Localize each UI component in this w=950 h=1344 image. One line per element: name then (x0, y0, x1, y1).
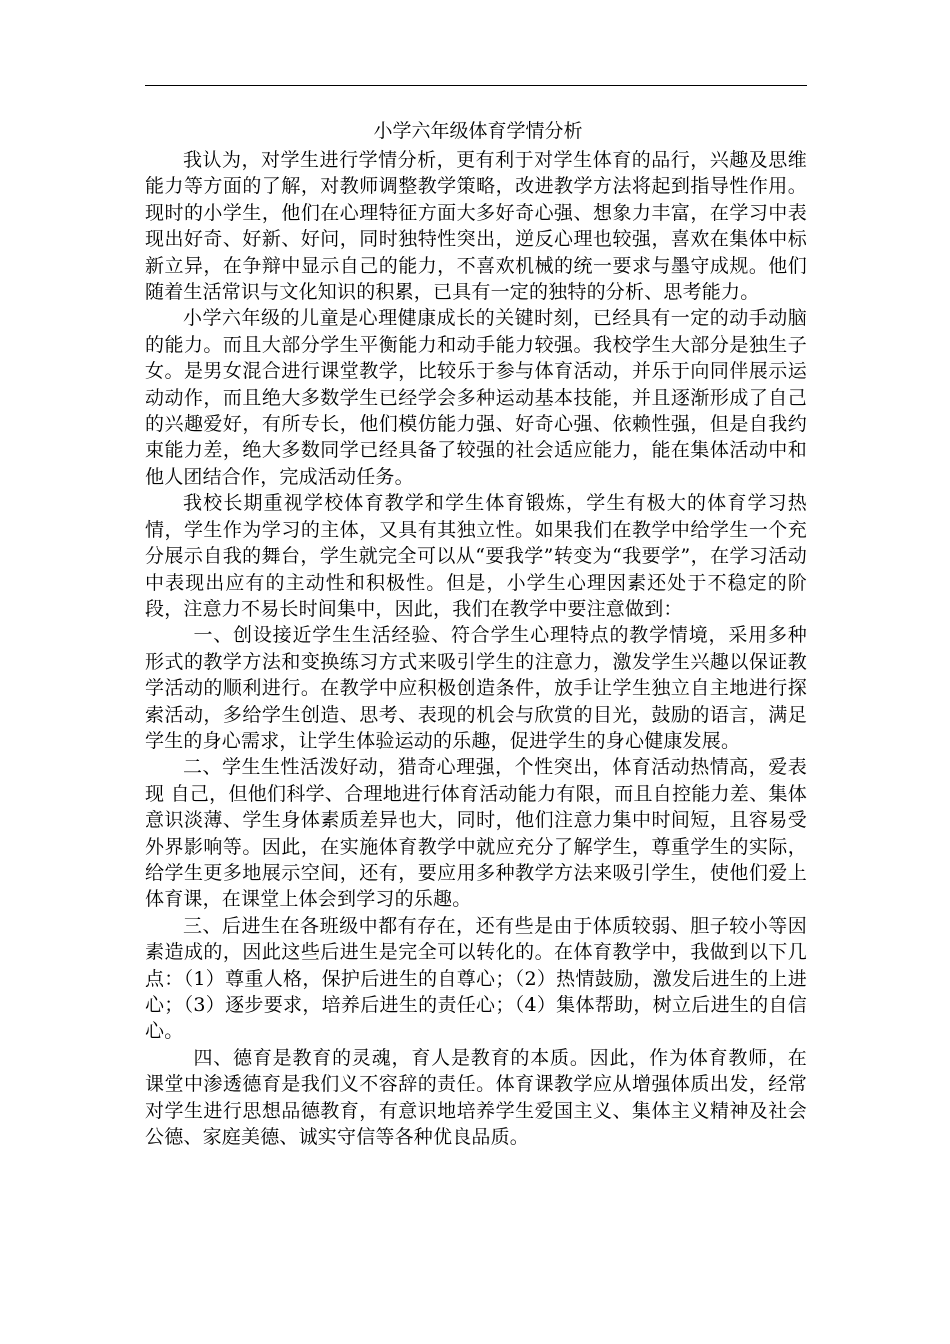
paragraph-point-four: 四、德育是教育的灵魂，育人是教育的本质。因此，作为体育教师，在课堂中渗透德育是我们义不容辞的责任。体育课教学应从增强体质出发，经常对学生进行思想品德教育，有意识地培养学生爱国主义、集体主义精神及社会公德、家庭美德、诚实守信等各种优良品质。 (145, 1046, 807, 1149)
header-rule (145, 85, 807, 86)
document-body (145, 116, 807, 1150)
document-title: 小学六年级体育学情分析 (373, 120, 583, 142)
paragraph-grade-six: 小学六年级的儿童是心理健康成长的关键时刻，已经具有一定的动手动脑的能力。而且大部分学生平衡能力和动手能力较强。我校学生大部分是独生子女。是男女混合进行课堂教学，比较乐于参与体育活动，并乐于向同伴展示运动动作，而且绝大多数学生已经学会多种运动基本技能，并且逐渐形成了自己的兴趣爱好，有所专长，他们模仿能力强、好奇心强、依赖性强，但是自我约束能力差，绝大多数同学已经具备了较强的社会适应能力，能在集体活动中和他人团结合作，完成活动任务。 (145, 307, 807, 488)
paragraph-point-two: 二、学生生性活泼好动，猎奇心理强，个性突出，体育活动热情高，爱表现 自己，但他们科学、合理地进行体育活动能力有限，而且自控能力差、集体意识淡薄、学生身体素质差异也大，同时，他们注意力集中时间短，且容易受外界影响等。因此，在实施体育教学中就应充分了解学生，尊重学生的实际，给学生更多地展示空间，还有，要应用多种教学方法来吸引学生，使他们爱上体育课，在课堂上体会到学习的乐趣。 (145, 756, 807, 911)
paragraph-point-three: 三、后进生在各班级中都有存在，还有些是由于体质较弱、胆子较小等因素造成的，因此这些后进生是完全可以转化的。在体育教学中，我做到以下几点：（1）尊重人格，保护后进生的自尊心；（2）热情鼓励，激发后进生的上进心；（3）逐步要求，培养后进生的责任心；（4）集体帮助，树立后进生的自信心。 (145, 914, 807, 1043)
paragraph-point-one: 一、创设接近学生生活经验、符合学生心理特点的教学情境，采用多种形式的教学方法和变换练习方式来吸引学生的注意力，激发学生兴趣以保证教学活动的顺利进行。在教学中应积极创造条件，放手让学生独立自主地进行探索活动，多给学生创造、思考、表现的机会与欣赏的目光，鼓励的语言，满足学生的身心需求，让学生体验运动的乐趣，促进学生的身心健康发展。 (145, 624, 807, 752)
paragraph-intro: 我认为，对学生进行学情分析，更有利于对学生体育的品行，兴趣及思维能力等方面的了解，对教师调整教学策略，改进教学方法将起到指导性作用。现时的小学生，他们在心理特征方面大多好奇心强、想象力丰富，在学习中表现出好奇、好新、好问，同时独特性突出，逆反心理也较强，喜欢在集体中标新立异，在争辩中显示自己的能力，不喜欢机械的统一要求与墨守成规。他们随着生活常识与文化知识的积累，已具有一定的独特的分析、思考能力。 (145, 149, 807, 304)
paragraph-school: 我校长期重视学校体育教学和学生体育锻炼，学生有极大的体育学习热情，学生作为学习的主体，又具有其独立性。如果我们在教学中给学生一个充分展示自我的舞台，学生就完全可以从“要我学”转变为“我要学”，在学习活动中表现出应有的主动性和积极性。但是，小学生心理因素还处于不稳定的阶段，注意力不易长时间集中，因此，我们在教学中要注意做到： (145, 492, 807, 620)
